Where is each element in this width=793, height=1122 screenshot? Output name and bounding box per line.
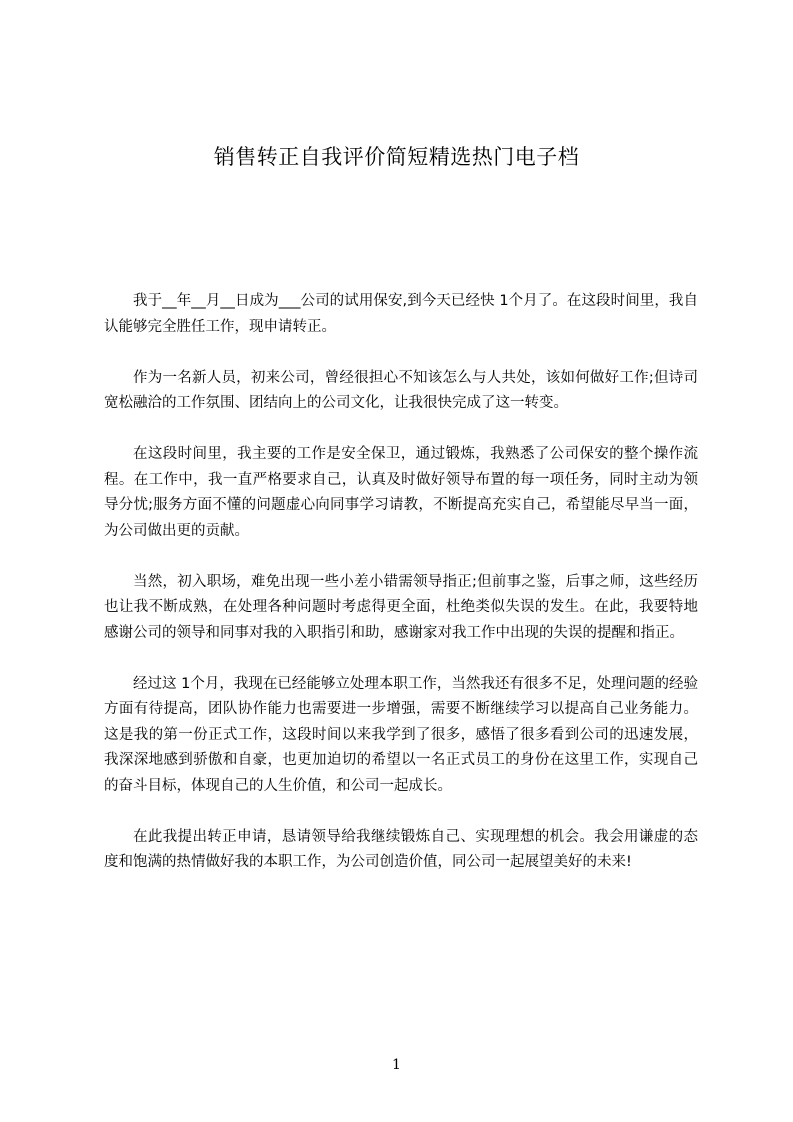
page-title: 销售转正自我评价简短精选热门电子档 bbox=[213, 145, 580, 169]
paragraph-2: 作为一名新人员，初来公司，曾经很担心不知该怎么与人共处，该如何做好工作;但诗司宽松融洽的工作氛围、团结向上的公司文化，让我很快完成了这一转变。 bbox=[104, 369, 698, 411]
paragraph-3: 在这段时间里，我主要的工作是安全保卫，通过锻炼，我熟悉了公司保安的整个操作流程。在工作中，我一直严格要求自己，认真及时做好领导布置的每一项任务，同时主动为领导分忧;服务方面不懂的问题虚心向同事学习请教，不断提高充实自己，希望能尽早当一面，为公司做出更的贡献。 bbox=[104, 446, 698, 539]
paragraph-1: 我于__年__月__日成为___公司的试用保安,到今天已经快 1个月了。在这段时间里，我自认能够完全胜任工作，现申请转正。 bbox=[104, 293, 698, 335]
page-number: 1 bbox=[392, 1057, 401, 1073]
paragraph-5: 经过这 1个月，我现在已经能够立处理本职工作，当然我还有很多不足，处理问题的经验方面有待提高，团队协作能力也需要进一步增强，需要不断继续学习以提高自己业务能力。这是我的第一份正式工作，这段时间以来我学到了很多，感悟了很多看到公司的迅速发展，我深深地感到骄傲和自豪，也更加迫切的希望以一名正式员工的身份在这里工作，实现自己的奋斗目标，体现自己的人生价值，和公司一起成长。 bbox=[104, 675, 698, 794]
paragraph-6: 在此我提出转正申请，恳请领导给我继续锻炼自己、实现理想的机会。我会用谦虚的态度和饱满的热情做好我的本职工作，为公司创造价值，同公司一起展望美好的未来! bbox=[104, 828, 698, 870]
paragraph-4: 当然，初入职场，难免出现一些小差小错需领导指正;但前事之鉴，后事之师，这些经历也让我不断成熟，在处理各种问题时考虑得更全面，杜绝类似失误的发生。在此，我要特地感谢公司的领导和同事对我的入职指引和助，感谢家对我工作中出现的失误的提醒和指正。 bbox=[104, 573, 698, 641]
document-body bbox=[104, 289, 698, 901]
